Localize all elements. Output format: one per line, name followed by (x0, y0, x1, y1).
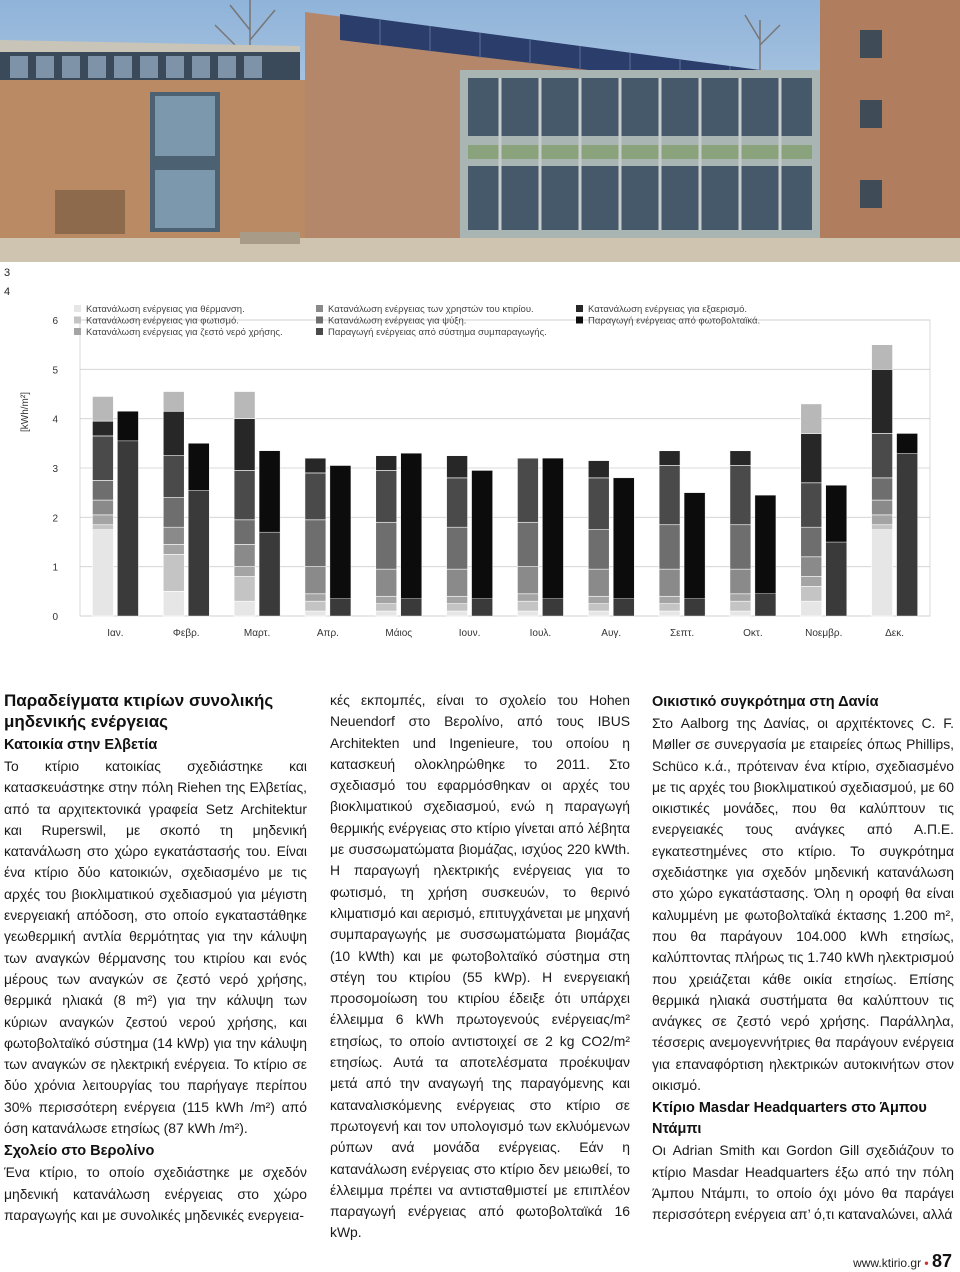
bar-consumption-segment (163, 392, 184, 412)
bar-consumption-segment (801, 577, 822, 587)
x-tick-label: Δεκ. (885, 628, 905, 639)
bar-consumption-segment (801, 483, 822, 527)
bar-consumption-segment (447, 596, 468, 603)
bar-consumption-segment (447, 456, 468, 478)
bar-consumption-segment (801, 557, 822, 577)
x-tick-label: Μαρτ. (243, 628, 271, 639)
bar-consumption-segment (447, 611, 468, 616)
bar-consumption-segment (447, 604, 468, 611)
bar-production-segment (755, 594, 776, 616)
article-column-2 (330, 690, 630, 1244)
bar-consumption-segment (730, 594, 751, 601)
bar-consumption-segment (730, 569, 751, 594)
legend-swatch (74, 317, 81, 324)
heading-denmark: Οικιστικό συγκρότημα στη Δανία (652, 694, 879, 710)
bar-consumption-segment (801, 527, 822, 557)
legend-label: Κατανάλωση ενέργειας για θέρμανση. (86, 304, 245, 315)
heading-masdar: Κτίριο Masdar Headquarters στο Άμπου Ντάμπι (652, 1100, 927, 1138)
y-tick-label: 4 (52, 414, 58, 426)
bar-production-segment (188, 490, 209, 616)
bar-production-segment (826, 485, 847, 542)
footer-site[interactable]: www.ktirio.gr (853, 1256, 922, 1270)
bar-production-segment (472, 599, 493, 616)
bar-consumption-segment (92, 396, 113, 421)
bar-consumption-segment (447, 478, 468, 527)
bar-production-segment (401, 599, 422, 616)
bar-consumption-segment (517, 594, 538, 601)
legend-label: Κατανάλωση ενέργειας για φωτισμό. (86, 315, 239, 327)
legend-swatch (316, 328, 323, 335)
bar-consumption-segment (376, 596, 397, 603)
bar-consumption-segment (305, 601, 326, 611)
bar-production-segment (897, 433, 918, 453)
bar-consumption-segment (659, 604, 680, 611)
legend-label: Παραγωγή ενέργειας από σύστημα συμπαραγωγής. (328, 327, 547, 338)
bar-consumption-segment (376, 456, 397, 471)
legend-swatch (74, 305, 81, 312)
bar-production-segment (330, 599, 351, 616)
bar-consumption-segment (588, 611, 609, 616)
bar-consumption-segment (872, 525, 893, 530)
bar-production-segment (259, 451, 280, 532)
legend-swatch (576, 305, 583, 312)
bar-consumption-segment (234, 520, 255, 545)
bar-production-segment (826, 542, 847, 616)
bar-consumption-segment (92, 480, 113, 500)
legend-swatch (576, 317, 583, 324)
article-column-3 (652, 690, 954, 1226)
bar-consumption-segment (305, 520, 326, 567)
bar-consumption-segment (517, 522, 538, 566)
paragraph-berlin-continued: κές εκπομπές, είναι το σχολείο του Hohen Neuendorf στο Βερολίνο, από τους IBUS Architekten und Ingenieure, του οποίου η κατασκευή ολοκληρώθηκε το 2011. Στο σχεδιασμό του εφαρμόσθηκαν οι αρχές του βιοκλιματικού σχεδιασμού, ενώ η παραγωγή θερμικής ενέργειας στο κτίριο γίνεται από λέβητα με συσσωματώματα βιομάζας, ισχύος 220 kWth. Η παραγωγή ηλεκτρικής ενέργειας για το φωτισμό, τη χρήση συσκευών, το θερινό κλιματισμό και αερισμό, επιτυγχάνεται με μηχανή συμπαραγωγής με συσσωματώματα βιομάζας (10 kWth) και με φωτοβολταϊκό σύστημα στη στέγη του κτιρίου (55 kWp). Η ενεργειακή προσομοίωση του κτιρίου έδειξε ότι υπάρχει έλλειμμα 6 kWh πρωτογενούς ενέργειας/m² ετησίως, το οποίο αντιστοιχεί σε 2 kg CO2/m² ετησίως. Αυτά τα αποτελέσματα προέκυψαν μετά από την αναγωγή της παραγόμενης και καταναλισκόμενης ενέργειας στο κτίριο σε πρωτογενή και τον υπολογισμό των εκλυόμενων ρύπων ανά μονάδα ενέργειας. Εάν η κατανάλωση ενέργειας στο κτίριο δεν μειωθεί, το έλλειμμα πρέπει να αντισταθμιστεί με επιπλέον παραγωγή ενέργειας από φωτοβολταϊκά 16 kWp. (330, 692, 630, 1241)
y-axis-label: [kWh/m²] (20, 392, 31, 432)
bar-consumption-segment (234, 470, 255, 519)
bar-consumption-segment (872, 500, 893, 515)
bar-consumption-segment (376, 611, 397, 616)
bar-consumption-segment (305, 611, 326, 616)
y-tick-label: 1 (52, 562, 58, 574)
bar-production-segment (613, 478, 634, 599)
legend-swatch (316, 317, 323, 324)
bar-consumption-segment (376, 569, 397, 596)
legend-swatch (74, 328, 81, 335)
bar-production-segment (542, 599, 563, 616)
bar-consumption-segment (376, 604, 397, 611)
bar-consumption-segment (163, 544, 184, 554)
heading-switzerland: Κατοικία στην Ελβετία (4, 737, 158, 753)
y-axis-ticks (52, 316, 58, 623)
paragraph-berlin: Ένα κτίριο, το οποίο σχεδιάστηκε με σχεδόν μηδενική κατανάλωση ενέργειας στο χώρο παραγωγής και με συνολικές μηδενικές ενεργεια- (4, 1164, 307, 1223)
bar-consumption-segment (730, 466, 751, 525)
x-tick-label: Σεπτ. (669, 628, 695, 639)
y-tick-label: 0 (52, 612, 58, 623)
bar-consumption-segment (92, 436, 113, 480)
bar-consumption-segment (730, 601, 751, 611)
paragraph-switzerland: Το κτίριο κατοικίας σχεδιάστηκε και κατασκευάστηκε στην πόλη Riehen της Ελβετίας, από τα αρχιτεκτονικά γραφεία Setz Architektur και Ruperswil, με σκοπό τη μηδενική κατανάλωση στο χώρο εγκατάστασής του. Είναι ένα κτίριο δύο κατοικιών, σχεδιασμένο με τις αρχές του βιοκλιματικού σχεδιασμού για μέγιστη ενεργειακή απόδοση, στο οποίο εγκαταστάθηκε γεωθερμική αντλία θερμότητας για την κάλυψη των αναγκών θέρμανσης του κτιρίου και ενός μέρους των αναγκών σε ζεστό νερό χρήσης, θερμικά ηλιακά (8 m²) για την κάλυψη των κύριων αναγκών ζεστού νερού χρήσης, και φωτοβολταϊκό σύστημα (14 kWp) για την κάλυψη των αναγκών σε ηλεκτρική ενέργεια. Το κτίριο σε δύο χρόνια λειτουργίας του παρήγαγε περίπου 30% περισσότερη ενέργεια (115 kWh /m²) από όση κατανάλωσε ετησίως (87 kWh /m²). (4, 758, 307, 1137)
bar-consumption-segment (801, 404, 822, 434)
bar-consumption-segment (517, 458, 538, 522)
bar-consumption-segment (305, 473, 326, 520)
bar-consumption-segment (872, 369, 893, 433)
bar-production-segment (897, 453, 918, 616)
bar-consumption-segment (305, 458, 326, 473)
x-axis-ticks (107, 627, 904, 639)
bar-consumption-segment (234, 392, 255, 419)
bar-consumption-segment (92, 530, 113, 616)
bar-consumption-segment (659, 451, 680, 466)
bar-production-segment (613, 599, 634, 616)
bar-production-segment (684, 599, 705, 616)
x-tick-label: Αυγ. (601, 628, 622, 639)
bar-consumption-segment (659, 569, 680, 596)
bar-consumption-segment (588, 604, 609, 611)
x-tick-label: Ιαν. (107, 628, 124, 639)
bar-consumption-segment (730, 611, 751, 616)
bar-consumption-segment (376, 522, 397, 569)
bar-consumption-segment (234, 544, 255, 566)
bar-consumption-segment (92, 500, 113, 515)
bar-consumption-segment (447, 569, 468, 596)
bar-consumption-segment (588, 569, 609, 596)
legend-label: Κατανάλωση ενέργειας για ψύξη. (328, 315, 467, 327)
bar-consumption-segment (163, 527, 184, 544)
bar-consumption-segment (588, 478, 609, 530)
bar-consumption-segment (305, 567, 326, 594)
chart-bars (92, 345, 917, 616)
article-column-1 (4, 690, 307, 1226)
bar-consumption-segment (517, 567, 538, 594)
bar-consumption-segment (447, 527, 468, 569)
x-tick-label: Φεβρ. (172, 628, 200, 639)
bar-consumption-segment (163, 411, 184, 455)
legend-label: Κατανάλωση ενέργειας των χρηστών του κτιρίου. (328, 304, 534, 315)
bar-consumption-segment (730, 525, 751, 569)
bar-consumption-segment (659, 611, 680, 616)
bar-production-segment (472, 470, 493, 598)
article-title: Παραδείγματα κτιρίων συνολικής μηδενικής ενέργειας (4, 691, 274, 731)
bar-consumption-segment (588, 596, 609, 603)
bar-consumption-segment (163, 456, 184, 498)
bar-consumption-segment (801, 586, 822, 601)
heading-berlin: Σχολείο στο Βερολίνο (4, 1143, 155, 1160)
bar-consumption-segment (659, 525, 680, 569)
bar-consumption-segment (659, 596, 680, 603)
page-number: 87 (931, 1251, 952, 1271)
y-tick-label: 5 (52, 365, 58, 377)
x-tick-label: Νοεμβρ. (805, 628, 843, 639)
footer-bullet: • (924, 1256, 929, 1270)
bar-consumption-segment (517, 601, 538, 611)
building-photo (0, 0, 960, 262)
y-tick-label: 2 (52, 513, 58, 525)
bar-production-segment (755, 495, 776, 594)
bar-production-segment (188, 443, 209, 490)
x-tick-label: Ιουλ. (529, 628, 552, 639)
bar-consumption-segment (588, 461, 609, 478)
legend-label: Κατανάλωση ενέργειας για εξαερισμό. (588, 304, 748, 315)
bar-consumption-segment (234, 577, 255, 602)
bar-consumption-segment (872, 530, 893, 616)
bar-consumption-segment (801, 601, 822, 616)
bar-production-segment (401, 453, 422, 599)
bar-production-segment (117, 441, 138, 616)
bar-consumption-segment (305, 594, 326, 601)
side-number-4: 4 (4, 286, 11, 298)
bar-consumption-segment (872, 515, 893, 525)
bar-consumption-segment (659, 466, 680, 525)
bar-consumption-segment (588, 530, 609, 569)
bar-consumption-segment (234, 601, 255, 616)
side-number-3: 3 (4, 267, 11, 279)
bar-consumption-segment (730, 451, 751, 466)
bar-consumption-segment (92, 515, 113, 525)
bar-consumption-segment (872, 433, 893, 477)
bar-production-segment (542, 458, 563, 599)
bar-consumption-segment (517, 611, 538, 616)
bar-production-segment (117, 411, 138, 441)
x-tick-label: Οκτ. (743, 628, 763, 639)
bar-consumption-segment (163, 554, 184, 591)
paragraph-denmark: Στο Aalborg της Δανίας, οι αρχιτέκτονες C. F. Møller σε συνεργασία με εταιρείες όπως Phillips, Schüco κ.ά., πρότειναν ένα κτίριο, σχεδιασμένο με τις αρχές του βιοκλιματικού σχεδιασμού, με 60 οικιστικές μονάδες, που θα καλύπτουν τις ενεργειακές τους ανάγκες από Α.Π.Ε. εγκατεστημένες στο κτίριο. Το συγκρότημα σχεδιάστηκε για σχεδόν μηδενική κατανάλωση στο χώρο εγκατάστασης. Όλη η οροφή θα είναι καλυμμένη με φωτοβολταϊκά έκτασης 1.200 m², που θα παράγουν 104.000 kWh ετησίως, καλύπτοντας πλήρως τις 1.740 kWh ηλεκτρισμού που χρειάζεται κάθε οικία ετησίως. Επίσης θερμικά ηλιακά συστήματα θα καλύπτουν τις ανάγκες σε ζεστό νερό χρήσης. Παράλληλα, τέσσερις ανεμογεννήτριες θα παράγουν ενέργεια για επαναφόρτιση ηλεκτρικών αυτοκινήτων στον οικισμό. (652, 715, 954, 1094)
bar-consumption-segment (234, 567, 255, 577)
bar-production-segment (684, 493, 705, 599)
bar-consumption-segment (872, 345, 893, 370)
paragraph-masdar: Οι Adrian Smith και Gordon Gill σχεδιάζουν το κτίριο Masdar Headquarters έξω από την πόλη Άμπου Ντάμπι, το οποίο όχι μόνο θα παράγει περισσότερη ενέργεια απ’ ό,τι καταναλώνει, αλλά (652, 1142, 954, 1223)
x-tick-label: Μάιος (385, 628, 413, 639)
legend-label: Κατανάλωση ενέργειας για ζεστό νερό χρήσης. (86, 327, 283, 338)
bar-consumption-segment (92, 525, 113, 530)
chart-legend (74, 304, 760, 338)
bar-consumption-segment (92, 421, 113, 436)
x-tick-label: Απρ. (316, 628, 339, 639)
bar-consumption-segment (163, 498, 184, 528)
bar-consumption-segment (234, 419, 255, 471)
page-footer (853, 1251, 952, 1272)
x-tick-label: Ιουν. (458, 628, 481, 639)
bar-consumption-segment (801, 433, 822, 482)
energy-chart (0, 300, 960, 645)
legend-label: Παραγωγή ενέργειας από φωτοβολταϊκά. (588, 315, 761, 327)
y-tick-label: 3 (52, 464, 58, 475)
bar-consumption-segment (163, 591, 184, 616)
legend-swatch (316, 305, 323, 312)
bar-consumption-segment (872, 478, 893, 500)
y-tick-label: 6 (52, 316, 58, 327)
bar-production-segment (259, 532, 280, 616)
bar-consumption-segment (376, 470, 397, 522)
bar-production-segment (330, 466, 351, 599)
